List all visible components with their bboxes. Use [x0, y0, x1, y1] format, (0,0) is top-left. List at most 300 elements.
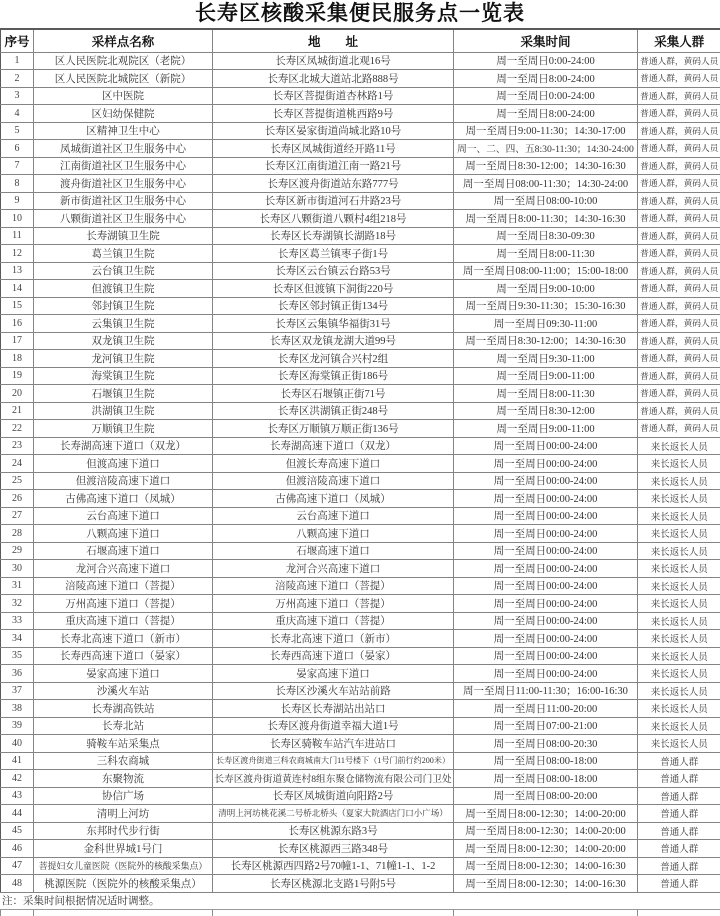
cell-group: 来长返长人员: [638, 437, 720, 455]
cell-group: 普通人群，黄码人员: [638, 262, 720, 280]
cell-address: 长寿区桃源北支路1号附5号: [213, 875, 454, 893]
cell-time: 周一至周日11:00-20:00: [454, 700, 638, 718]
cell-time: 周一至周日9:00-11:30；14:30-17:00: [454, 122, 638, 140]
cell-no: 31: [1, 577, 34, 595]
cell-address: 长寿区桃源西三路348号: [213, 840, 454, 858]
cell-group: 来长返长人员: [638, 717, 720, 735]
cell-no: 17: [1, 332, 34, 350]
table-row: [1, 612, 720, 630]
table-row: [1, 437, 720, 455]
cell-no: 16: [1, 315, 34, 333]
cell-time: 周一至周日00:00-24:00: [454, 612, 638, 630]
table-row: [1, 70, 720, 88]
table-row: [1, 420, 720, 438]
cell-time: 周一至周日00:00-24:00: [454, 455, 638, 473]
cell-name: 邻封镇卫生院: [34, 297, 213, 315]
cell-time: 周一至周日08:00-20:30: [454, 735, 638, 753]
column-rule: [212, 910, 213, 916]
cell-address: 长寿区凤城街道向阳路2号: [213, 787, 454, 805]
cell-time: 周一至周日8:30-09:30: [454, 227, 638, 245]
cell-name: 长寿西高速下道口（晏家）: [34, 647, 213, 665]
cell-address: 长寿区沙溪火车站站前路: [213, 682, 454, 700]
cell-group: 普通人群: [638, 805, 720, 823]
cell-group: 普通人群，黄码人员: [638, 157, 720, 175]
cell-time: 周一至周日9:30-11:00: [454, 350, 638, 368]
table-row: [1, 700, 720, 718]
cell-time: 周一至周日09:30-11:00: [454, 315, 638, 333]
cell-group: 普通人群，黄码人员: [638, 350, 720, 368]
cell-address: 长寿区新市街道河石井路23号: [213, 192, 454, 210]
cell-address: 万州高速下道口（菩提）: [213, 595, 454, 613]
cell-name: 三科农商城: [34, 752, 213, 770]
cell-address: 长寿区云集镇华福街31号: [213, 315, 454, 333]
cell-name: 凤城街道社区卫生服务中心: [34, 140, 213, 158]
cell-time: 周一至周日8:00-11:30: [454, 385, 638, 403]
table-row: [1, 157, 720, 175]
cell-no: 7: [1, 157, 34, 175]
cell-group: 普通人群，黄码人员: [638, 332, 720, 350]
cell-group: 普通人群，黄码人员: [638, 245, 720, 263]
cell-name: 江南街道社区卫生服务中心: [34, 157, 213, 175]
cell-address: 长寿区八颗街道八颗村4组218号: [213, 210, 454, 228]
cell-group: 普通人群，黄码人员: [638, 420, 720, 438]
table-row: [1, 210, 720, 228]
next-row-ruling: [0, 909, 720, 916]
cell-address: 清明上河坊桃花溪二号桥北桥头（夏家大院酒店门口小广场）: [213, 805, 454, 823]
cell-no: 6: [1, 140, 34, 158]
cell-time: 周一至周日08:00-18:00: [454, 770, 638, 788]
cell-name: 石堰高速下道口: [34, 542, 213, 560]
cell-name: 龙河合兴高速下道口: [34, 560, 213, 578]
cell-group: 普通人群，黄码人员: [638, 105, 720, 123]
cell-address: 长寿北高速下道口（新市）: [213, 630, 454, 648]
table-row: [1, 822, 720, 840]
cell-group: 普通人群，黄码人员: [638, 210, 720, 228]
cell-group: 普通人群，黄码人员: [638, 192, 720, 210]
cell-address: 长寿区海棠镇正街186号: [213, 367, 454, 385]
cell-group: 普通人群: [638, 787, 720, 805]
cell-time: 周一至周日9:00-11:00: [454, 367, 638, 385]
cell-name: 协信广场: [34, 787, 213, 805]
cell-no: 39: [1, 717, 34, 735]
cell-no: 44: [1, 805, 34, 823]
cell-name: 晏家高速下道口: [34, 665, 213, 683]
cell-group: 普通人群，黄码人员: [638, 227, 720, 245]
cell-time: 周一至周日9:00-10:00: [454, 280, 638, 298]
cell-address: 长寿区云台镇云台路53号: [213, 262, 454, 280]
cell-group: 来长返长人员: [638, 665, 720, 683]
cell-name: 龙河镇卫生院: [34, 350, 213, 368]
cell-no: 2: [1, 70, 34, 88]
table-row: [1, 507, 720, 525]
table-row: [1, 350, 720, 368]
cell-name: 东聚物流: [34, 770, 213, 788]
cell-time: 周一至周日00:00-24:00: [454, 437, 638, 455]
cell-no: 25: [1, 472, 34, 490]
header-cell-time: 采集时间: [454, 29, 638, 52]
table-row: [1, 735, 720, 753]
cell-group: 普通人群，黄码人员: [638, 140, 720, 158]
cell-no: 36: [1, 665, 34, 683]
cell-address: 长寿区长寿湖站出站口: [213, 700, 454, 718]
cell-time: 周一至周日08:00-10:00: [454, 192, 638, 210]
cell-time: 周一至周日00:00-24:00: [454, 665, 638, 683]
cell-no: 24: [1, 455, 34, 473]
cell-time: 周一至周日00:00-24:00: [454, 647, 638, 665]
cell-time: 周一至周日00:00-24:00: [454, 595, 638, 613]
table-row: [1, 752, 720, 770]
cell-group: 普通人群，黄码人员: [638, 315, 720, 333]
cell-no: 29: [1, 542, 34, 560]
cell-name: 区中医院: [34, 87, 213, 105]
cell-address: 长寿区渡舟街道黄连村8组东聚仓储物流有限公司门卫处: [213, 770, 454, 788]
cell-no: 19: [1, 367, 34, 385]
cell-name: 但渡高速下道口: [34, 455, 213, 473]
cell-no: 15: [1, 297, 34, 315]
cell-address: 长寿区渡舟街道站东路777号: [213, 175, 454, 193]
cell-no: 27: [1, 507, 34, 525]
cell-time: 周一至周日00:00-24:00: [454, 577, 638, 595]
cell-group: 来长返长人员: [638, 700, 720, 718]
cell-time: 周一至周日8:30-12:00；14:30-16:30: [454, 157, 638, 175]
cell-address: 长寿区北城大道站北路888号: [213, 70, 454, 88]
column-rule: [637, 910, 638, 916]
cell-address: 长寿区江南街道江南一路21号: [213, 157, 454, 175]
cell-time: 周一至周日08:00-11:00；15:00-18:00: [454, 262, 638, 280]
cell-no: 40: [1, 735, 34, 753]
cell-address: 古佛高速下道口（凤城）: [213, 490, 454, 508]
cell-time: 周一至周日8:00-12:30；14:00-16:30: [454, 875, 638, 893]
cell-no: 28: [1, 525, 34, 543]
cell-no: 45: [1, 822, 34, 840]
cell-group: 普通人群，黄码人员: [638, 52, 720, 70]
table-row: [1, 52, 720, 70]
cell-address: 龙河合兴高速下道口: [213, 560, 454, 578]
header-cell-group: 采集人群: [638, 29, 720, 52]
cell-no: 43: [1, 787, 34, 805]
cell-name: 区妇幼保健院: [34, 105, 213, 123]
cell-no: 1: [1, 52, 34, 70]
cell-time: 周一至周日07:00-21:00: [454, 717, 638, 735]
table-row: [1, 542, 720, 560]
cell-no: 12: [1, 245, 34, 263]
cell-name: 万州高速下道口（菩提）: [34, 595, 213, 613]
cell-address: 长寿区菩提街道杏林路1号: [213, 87, 454, 105]
cell-address: 长寿区龙河镇合兴村2组: [213, 350, 454, 368]
cell-address: 但渡涪陵高速下道口: [213, 472, 454, 490]
cell-no: 34: [1, 630, 34, 648]
cell-time: 周一至周日8:00-12:30；14:00-20:00: [454, 840, 638, 858]
cell-group: 普通人群: [638, 857, 720, 875]
cell-name: 石堰镇卫生院: [34, 385, 213, 403]
table-row: [1, 280, 720, 298]
table-row: [1, 857, 720, 875]
cell-address: 长寿区双龙镇龙湖大道99号: [213, 332, 454, 350]
cell-no: 20: [1, 385, 34, 403]
cell-address: 长寿湖高速下道口（双龙）: [213, 437, 454, 455]
cell-time: 周一至周日08:00-11:30；14:30-24:00: [454, 175, 638, 193]
cell-no: 48: [1, 875, 34, 893]
table-row: [1, 227, 720, 245]
cell-address: 长寿区石堰镇正街71号: [213, 385, 454, 403]
table-row: [1, 262, 720, 280]
table-row: [1, 140, 720, 158]
cell-no: 37: [1, 682, 34, 700]
cell-no: 8: [1, 175, 34, 193]
cell-no: 11: [1, 227, 34, 245]
cell-time: 周一至周日9:00-11:00: [454, 420, 638, 438]
cell-group: 来长返长人员: [638, 630, 720, 648]
cell-name: 洪湖镇卫生院: [34, 402, 213, 420]
cell-no: 46: [1, 840, 34, 858]
cell-name: 区人民医院北城院区（新院）: [34, 70, 213, 88]
table-row: [1, 105, 720, 123]
cell-no: 22: [1, 420, 34, 438]
cell-group: 来长返长人员: [638, 647, 720, 665]
cell-address: 长寿区骑鞍车站汽车进站口: [213, 735, 454, 753]
cell-no: 38: [1, 700, 34, 718]
cell-group: 来长返长人员: [638, 595, 720, 613]
table-row: [1, 525, 720, 543]
cell-time: 周一至周日00:00-24:00: [454, 560, 638, 578]
cell-group: 来长返长人员: [638, 560, 720, 578]
cell-address: 长寿区桃源东路3号: [213, 822, 454, 840]
cell-name: 涪陵高速下道口（菩提）: [34, 577, 213, 595]
cell-group: 普通人群，黄码人员: [638, 122, 720, 140]
table-row: [1, 315, 720, 333]
cell-group: 普通人群: [638, 752, 720, 770]
cell-name: 区精神卫生中心: [34, 122, 213, 140]
table-row: [1, 630, 720, 648]
cell-address: 长寿区菩提街道桃西路9号: [213, 105, 454, 123]
cell-address: 长寿区渡舟街道幸福大道1号: [213, 717, 454, 735]
cell-name: 但渡镇卫生院: [34, 280, 213, 298]
cell-no: 42: [1, 770, 34, 788]
cell-address: 石堰高速下道口: [213, 542, 454, 560]
cell-address: 长寿区桃源西四路2号70幢1-1、71幢1-1、1-2: [213, 857, 454, 875]
cell-time: 周一至周日00:00-24:00: [454, 525, 638, 543]
cell-no: 26: [1, 490, 34, 508]
cell-no: 23: [1, 437, 34, 455]
sampling-sites-table: [0, 28, 720, 893]
cell-group: 普通人群: [638, 840, 720, 858]
header-cell-address: 地 址: [213, 29, 454, 52]
cell-name: 海棠镇卫生院: [34, 367, 213, 385]
cell-time: 周一至周日9:30-11:30；15:30-16:30: [454, 297, 638, 315]
page-title: 长寿区核酸采集便民服务点一览表: [0, 0, 720, 28]
cell-address: 长寿区晏家街道尚城北路10号: [213, 122, 454, 140]
cell-time: 周一至周日8:00-12:30；14:00-16:30: [454, 857, 638, 875]
cell-no: 30: [1, 560, 34, 578]
table-row: [1, 332, 720, 350]
table-row: [1, 245, 720, 263]
table-row: [1, 455, 720, 473]
cell-address: 晏家高速下道口: [213, 665, 454, 683]
cell-group: 普通人群: [638, 875, 720, 893]
table-row: [1, 122, 720, 140]
cell-group: 普通人群，黄码人员: [638, 87, 720, 105]
cell-time: 周一至周日00:00-24:00: [454, 507, 638, 525]
cell-no: 41: [1, 752, 34, 770]
cell-address: 长寿区邻封镇正街134号: [213, 297, 454, 315]
table-row: [1, 490, 720, 508]
cell-group: 普通人群，黄码人员: [638, 175, 720, 193]
column-rule: [0, 910, 1, 916]
table-row: [1, 840, 720, 858]
cell-name: 万顺镇卫生院: [34, 420, 213, 438]
cell-name: 八颗街道社区卫生服务中心: [34, 210, 213, 228]
cell-name: 长寿北站: [34, 717, 213, 735]
cell-time: 周一至周日08:00-18:00: [454, 752, 638, 770]
cell-address: 长寿区长寿湖镇长湖路18号: [213, 227, 454, 245]
cell-name: 区人民医院北观院区（老院）: [34, 52, 213, 70]
cell-time: 周一至周日08:00-20:00: [454, 787, 638, 805]
cell-time: 周一至周日0:00-24:00: [454, 87, 638, 105]
cell-name: 长寿北高速下道口（新市）: [34, 630, 213, 648]
cell-time: 周一至周日8:00-11:30: [454, 245, 638, 263]
cell-no: 4: [1, 105, 34, 123]
cell-no: 33: [1, 612, 34, 630]
cell-no: 5: [1, 122, 34, 140]
cell-name: 桃源医院（医院外的核酸采集点）: [34, 875, 213, 893]
cell-time: 周一至周日8:00-24:00: [454, 70, 638, 88]
table-row: [1, 805, 720, 823]
header-cell-name: 采样点名称: [34, 29, 213, 52]
cell-group: 普通人群，黄码人员: [638, 385, 720, 403]
cell-name: 新市街道社区卫生服务中心: [34, 192, 213, 210]
cell-group: 普通人群，黄码人员: [638, 402, 720, 420]
cell-no: 3: [1, 87, 34, 105]
cell-group: 来长返长人员: [638, 507, 720, 525]
cell-time: 周一至周日00:00-24:00: [454, 490, 638, 508]
cell-group: 来长返长人员: [638, 612, 720, 630]
table-row: [1, 385, 720, 403]
cell-name: 云台高速下道口: [34, 507, 213, 525]
cell-address: 长寿区渡舟街道三科农商城南大门11号楼下（1号门前行约200米）: [213, 752, 454, 770]
cell-group: 来长返长人员: [638, 455, 720, 473]
cell-no: 21: [1, 402, 34, 420]
cell-no: 32: [1, 595, 34, 613]
cell-group: 来长返长人员: [638, 735, 720, 753]
cell-name: 骑鞍车站采集点: [34, 735, 213, 753]
table-row: [1, 175, 720, 193]
cell-name: 双龙镇卫生院: [34, 332, 213, 350]
cell-no: 10: [1, 210, 34, 228]
cell-address: 长寿区葛兰镇枣子街1号: [213, 245, 454, 263]
cell-time: 周一至周日00:00-24:00: [454, 630, 638, 648]
cell-no: 47: [1, 857, 34, 875]
cell-no: 35: [1, 647, 34, 665]
table-row: [1, 367, 720, 385]
cell-address: 长寿西高速下道口（晏家）: [213, 647, 454, 665]
cell-name: 长寿湖镇卫生院: [34, 227, 213, 245]
cell-name: 菩提妇女儿童医院（医院外的核酸采集点）: [34, 857, 213, 875]
table-row: [1, 717, 720, 735]
table-row: [1, 192, 720, 210]
cell-group: 普通人群，黄码人员: [638, 297, 720, 315]
cell-no: 9: [1, 192, 34, 210]
cell-group: 来长返长人员: [638, 577, 720, 595]
cell-group: 普通人群，黄码人员: [638, 280, 720, 298]
cell-name: 葛兰镇卫生院: [34, 245, 213, 263]
cell-address: 云台高速下道口: [213, 507, 454, 525]
cell-group: 来长返长人员: [638, 490, 720, 508]
table-row: [1, 770, 720, 788]
table-row: [1, 595, 720, 613]
cell-time: 周一至周日00:00-24:00: [454, 472, 638, 490]
cell-address: 长寿区万顺镇万顺正街136号: [213, 420, 454, 438]
cell-name: 渡舟街道社区卫生服务中心: [34, 175, 213, 193]
cell-time: 周一至周日8:00-12:30；14:00-20:00: [454, 822, 638, 840]
cell-address: 长寿区洪湖镇正街248号: [213, 402, 454, 420]
cell-time: 周一、二、四、五8:30-11:30；14:30-24:00: [454, 140, 638, 158]
column-rule: [33, 910, 34, 916]
cell-address: 长寿区凤城街道经开路11号: [213, 140, 454, 158]
column-rule: [453, 910, 454, 916]
cell-group: 来长返长人员: [638, 682, 720, 700]
cell-name: 东邦时代步行街: [34, 822, 213, 840]
cell-group: 普通人群: [638, 822, 720, 840]
cell-name: 重庆高速下道口（菩提）: [34, 612, 213, 630]
cell-time: 周一至周日8:00-12:30；14:00-20:00: [454, 805, 638, 823]
table-row: [1, 647, 720, 665]
cell-address: 重庆高速下道口（菩提）: [213, 612, 454, 630]
cell-no: 13: [1, 262, 34, 280]
table-row: [1, 787, 720, 805]
header-row: [1, 29, 720, 52]
cell-group: 普通人群，黄码人员: [638, 367, 720, 385]
cell-time: 周一至周日00:00-24:00: [454, 542, 638, 560]
cell-group: 来长返长人员: [638, 472, 720, 490]
cell-name: 云台镇卫生院: [34, 262, 213, 280]
cell-name: 沙溪火车站: [34, 682, 213, 700]
table-header: [1, 29, 720, 52]
cell-name: 云集镇卫生院: [34, 315, 213, 333]
cell-time: 周一至周日8:00-24:00: [454, 105, 638, 123]
table-body: [1, 52, 720, 892]
table-row: [1, 665, 720, 683]
cell-address: 长寿区凤城街道北观16号: [213, 52, 454, 70]
cell-no: 18: [1, 350, 34, 368]
cell-address: 但渡长寿高速下道口: [213, 455, 454, 473]
table-row: [1, 472, 720, 490]
cell-name: 八颗高速下道口: [34, 525, 213, 543]
cell-address: 长寿区但渡镇下洞街220号: [213, 280, 454, 298]
cell-name: 长寿湖高铁站: [34, 700, 213, 718]
table-row: [1, 875, 720, 893]
cell-no: 14: [1, 280, 34, 298]
cell-time: 周一至周日8:30-12:00: [454, 402, 638, 420]
cell-time: 周一至周日11:00-11:30；16:00-16:30: [454, 682, 638, 700]
table-row: [1, 682, 720, 700]
cell-group: 来长返长人员: [638, 542, 720, 560]
table-row: [1, 577, 720, 595]
table-row: [1, 402, 720, 420]
header-cell-no: 序号: [1, 29, 34, 52]
cell-time: 周一至周日8:00-11:30；14:30-16:30: [454, 210, 638, 228]
cell-group: 普通人群: [638, 770, 720, 788]
table-row: [1, 560, 720, 578]
cell-group: 普通人群，黄码人员: [638, 70, 720, 88]
cell-address: 八颗高速下道口: [213, 525, 454, 543]
footnote: 注：采集时间根据情况适时调整。: [0, 893, 720, 909]
cell-name: 清明上河坊: [34, 805, 213, 823]
cell-name: 金科世界城1号门: [34, 840, 213, 858]
table-row: [1, 87, 720, 105]
cell-address: 涪陵高速下道口（菩提）: [213, 577, 454, 595]
cell-time: 周一至周日0:00-24:00: [454, 52, 638, 70]
table-row: [1, 297, 720, 315]
